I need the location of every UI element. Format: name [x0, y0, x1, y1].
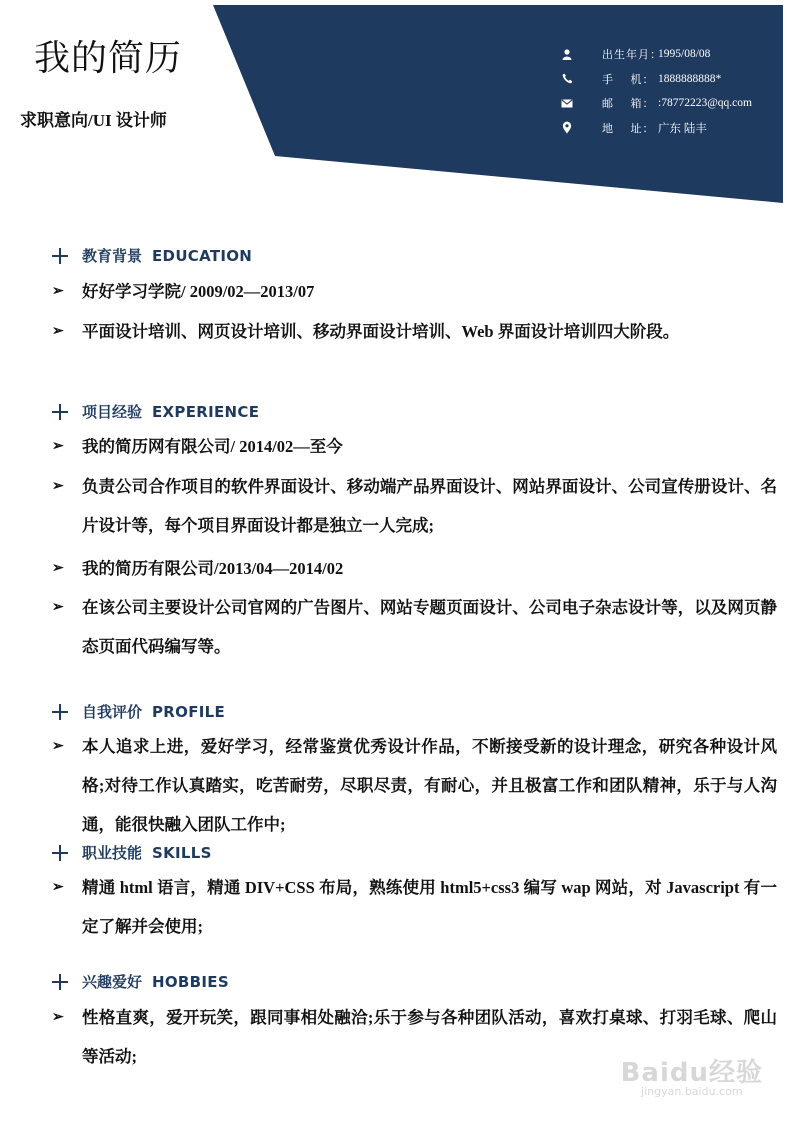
person-icon [558, 47, 576, 61]
mail-icon [558, 96, 576, 110]
contact-value: 1995/08/08 [658, 48, 711, 61]
contact-value: :78772223@qq.com [658, 97, 752, 110]
plus-icon [52, 247, 70, 265]
arrow-bullet-icon: ➢ [52, 479, 64, 494]
contact-address [556, 116, 786, 141]
contact-label: 邮 箱： [602, 97, 655, 111]
section-title-en: HOBBIES [152, 972, 229, 991]
section-title-cn: 项目经验 [82, 403, 143, 421]
item-text: 性格直爽，爱开玩笑，跟同事相处融洽;乐于参与各种团队活动，喜欢打桌球、打羽毛球、爬山等活动; [82, 1008, 777, 1066]
section-title-cn: 兴趣爱好 [82, 973, 143, 991]
watermark-logo: Baidu经验 [620, 1058, 763, 1088]
list-item [52, 467, 777, 545]
section-title-en: EDUCATION [152, 246, 253, 265]
arrow-bullet-icon: ➢ [52, 739, 64, 754]
section-title-en: PROFILE [152, 702, 226, 721]
item-text: 平面设计培训、网页设计培训、移动界面设计培训、Web 界面设计培训四大阶段。 [82, 322, 680, 341]
arrow-bullet-icon: ➢ [52, 1010, 64, 1025]
contact-info [556, 42, 786, 140]
contact-birthdate [556, 42, 786, 67]
section-title-en: SKILLS [152, 843, 212, 862]
list-item [52, 868, 777, 946]
item-text: 精通 html 语言，精通 DIV+CSS 布局，熟练使用 html5+css3 编写 wap 网站，对 Javascript 有一定了解并会使用; [82, 878, 777, 936]
plus-icon [52, 844, 70, 862]
contact-label: 地 址： [602, 121, 655, 135]
page-title: 我的简历 [34, 38, 183, 79]
list-item [52, 588, 777, 666]
item-text: 好好学习学院/ 2009/02—2013/07 [82, 282, 315, 301]
plus-icon [52, 403, 70, 421]
section-heading-education [52, 245, 252, 266]
arrow-bullet-icon: ➢ [52, 880, 64, 895]
watermark-url: jingyan.baidu.com [641, 1085, 743, 1098]
item-text: 我的简历网有限公司/ 2014/02—至今 [82, 437, 343, 456]
section-heading-hobbies [52, 971, 229, 992]
list-item [52, 727, 777, 844]
item-text: 负责公司合作项目的软件界面设计、移动端产品界面设计、网站界面设计、公司宣传册设计、名片设计等，每个项目界面设计都是独立一人完成; [82, 477, 777, 535]
arrow-bullet-icon: ➢ [52, 284, 64, 299]
plus-icon [52, 703, 70, 721]
section-title-cn: 自我评价 [82, 703, 143, 721]
job-objective: 求职意向/UI 设计师 [20, 111, 167, 130]
arrow-bullet-icon: ➢ [52, 600, 64, 615]
list-item [52, 312, 777, 351]
arrow-bullet-icon: ➢ [52, 439, 64, 454]
item-text: 在该公司主要设计公司官网的广告图片、网站专题页面设计、公司电子杂志设计等，以及网页静态页面代码编写等。 [82, 598, 777, 656]
section-title-cn: 教育背景 [82, 247, 143, 265]
list-item [52, 549, 777, 588]
section-heading-profile [52, 701, 225, 722]
location-pin-icon [558, 121, 576, 135]
watermark [621, 1052, 763, 1098]
item-text: 我的简历有限公司/2013/04—2014/02 [82, 559, 344, 578]
contact-email [556, 91, 786, 116]
phone-icon [558, 72, 576, 86]
contact-phone [556, 67, 786, 92]
contact-label: 手 机： [602, 72, 655, 86]
section-heading-skills [52, 842, 212, 863]
contact-value: 1888888888* [658, 72, 722, 85]
section-title-cn: 职业技能 [82, 844, 143, 862]
arrow-bullet-icon: ➢ [52, 561, 64, 576]
list-item [52, 272, 777, 311]
contact-value: 广东 陆丰 [658, 122, 707, 135]
item-text: 本人追求上进，爱好学习，经常鉴赏优秀设计作品，不断接受新的设计理念，研究各种设计风格;对待工作认真踏实，吃苦耐劳，尽职尽责，有耐心，并且极富工作和团队精神，乐于与人沟通，能很快融入团队工作中; [82, 737, 777, 834]
contact-label: 出生年月： [602, 48, 662, 62]
plus-icon [52, 973, 70, 991]
section-heading-experience [52, 401, 259, 422]
list-item [52, 427, 777, 466]
arrow-bullet-icon: ➢ [52, 324, 64, 339]
section-title-en: EXPERIENCE [152, 402, 260, 421]
